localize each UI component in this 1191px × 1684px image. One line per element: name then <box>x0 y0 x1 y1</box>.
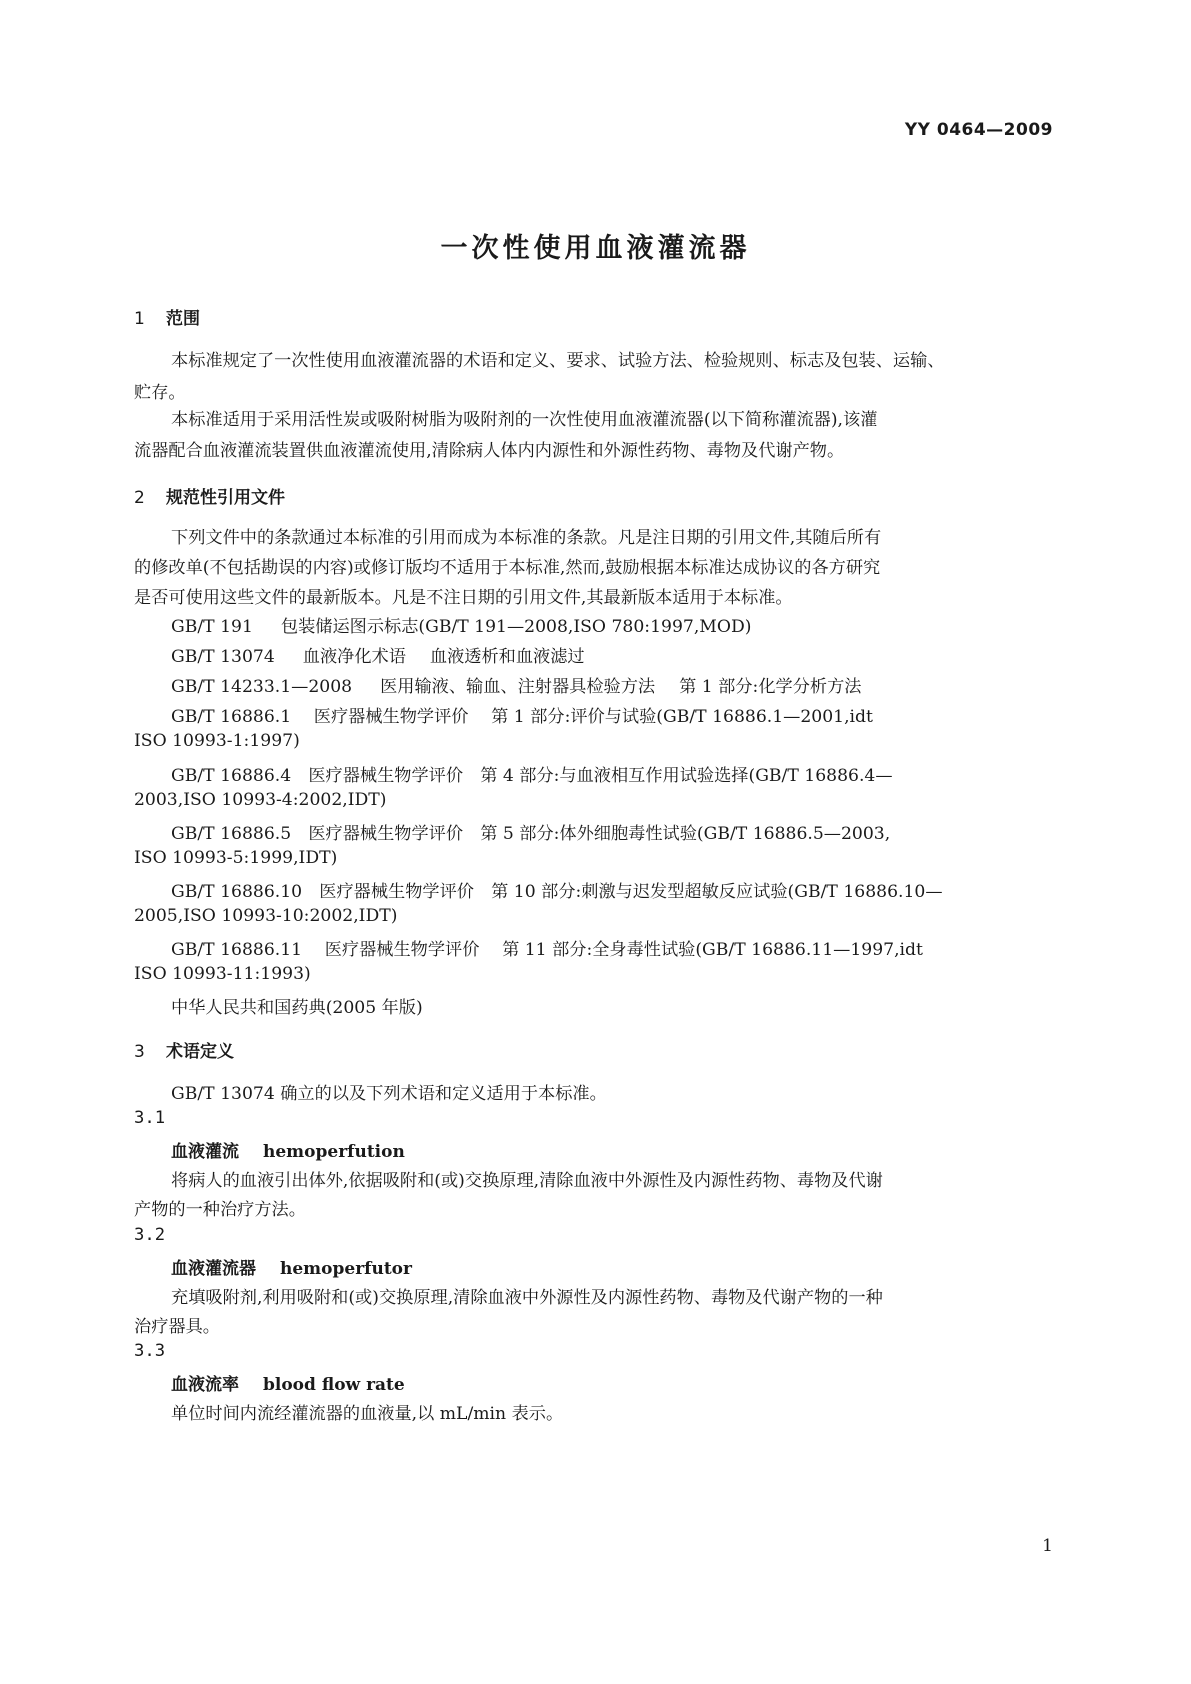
reference-gbt16886-10-line-1: GB/T 16886.10 医疗器械生物学评价 第 10 部分:刺激与迟发型超敏反应试验(GB/T 16886.10— <box>171 882 943 902</box>
term-en: blood flow rate <box>263 1375 405 1395</box>
term-zh: 血液灌流器 <box>171 1259 256 1279</box>
reference-title: 医用输液、输血、注射器具检验方法 <box>380 677 656 697</box>
term-definition-line-2: 产物的一种治疗方法。 <box>134 1200 306 1220</box>
section-number: 3 <box>134 1042 145 1062</box>
term-number: 3.2 <box>134 1225 166 1245</box>
page-number: 1 <box>1042 1536 1053 1556</box>
reference-gbt16886-10-line-2: 2005,ISO 10993-10:2002,IDT) <box>134 906 398 926</box>
term-zh: 血液灌流 <box>171 1142 239 1162</box>
section-title: 术语定义 <box>166 1042 234 1062</box>
reference-subtitle: 血液透析和血液滤过 <box>429 647 585 667</box>
section-number: 2 <box>134 488 145 508</box>
term-number: 3.1 <box>134 1108 166 1128</box>
reference-pharmacopoeia: 中华人民共和国药典(2005 年版) <box>171 998 423 1018</box>
reference-gbt191 <box>171 612 751 637</box>
term-en: hemoperfution <box>263 1142 405 1162</box>
reference-code: GB/T 14233.1—2008 <box>171 677 353 697</box>
reference-gbt16886-4-line-2: 2003,ISO 10993-4:2002,IDT) <box>134 790 387 810</box>
reference-gbt16886-11-line-2: ISO 10993-11:1993) <box>134 964 311 984</box>
scope-paragraph-2-line-1: 本标准适用于采用活性炭或吸附树脂为吸附剂的一次性使用血液灌流器(以下简称灌流器),该灌 <box>171 410 878 430</box>
references-intro-line-3: 是否可使用这些文件的最新版本。凡是不注日期的引用文件,其最新版本适用于本标准。 <box>134 588 793 608</box>
reference-code: GB/T 191 <box>171 617 253 637</box>
term-hemoperfutor <box>171 1254 412 1279</box>
term-en: hemoperfutor <box>280 1259 412 1279</box>
reference-gbt16886-11-line-1: GB/T 16886.11 医疗器械生物学评价 第 11 部分:全身毒性试验(GB/T 16886.11—1997,idt <box>171 940 923 960</box>
reference-code: GB/T 13074 <box>171 647 275 667</box>
term-definition-line-1: 将病人的血液引出体外,依据吸附和(或)交换原理,清除血液中外源性及内源性药物、毒物及代谢 <box>171 1171 883 1191</box>
reference-gbt16886-5-line-2: ISO 10993-5:1999,IDT) <box>134 848 338 868</box>
section-number: 1 <box>134 309 145 329</box>
term-definition-line-2: 治疗器具。 <box>134 1317 220 1337</box>
reference-title: 血液净化术语 <box>302 647 406 667</box>
reference-gbt13074 <box>171 642 585 667</box>
section-title: 范围 <box>166 309 200 329</box>
section-heading-scope <box>134 304 200 329</box>
term-hemoperfusion <box>171 1137 405 1162</box>
scope-paragraph-1-line-2: 贮存。 <box>134 383 186 403</box>
reference-gbt16886-1-line-1: GB/T 16886.1 医疗器械生物学评价 第 1 部分:评价与试验(GB/T 16886.1—2001,idt <box>171 707 873 727</box>
term-definition-line-1: 充填吸附剂,利用吸附和(或)交换原理,清除血液中外源性及内源性药物、毒物及代谢产物的一种 <box>171 1288 883 1308</box>
references-intro-line-1: 下列文件中的条款通过本标准的引用而成为本标准的条款。凡是注日期的引用文件,其随后所有 <box>171 528 882 548</box>
section-title: 规范性引用文件 <box>166 488 285 508</box>
reference-title: 包装储运图示标志(GB/T 191—2008,ISO 780:1997,MOD) <box>280 617 752 637</box>
scope-paragraph-1-line-1: 本标准规定了一次性使用血液灌流器的术语和定义、要求、试验方法、检验规则、标志及包装、运输、 <box>171 351 945 371</box>
section-heading-terms <box>134 1037 234 1062</box>
reference-subtitle: 第 1 部分:化学分析方法 <box>679 677 862 697</box>
references-intro-line-2: 的修改单(不包括勘误的内容)或修订版均不适用于本标准,然而,鼓励根据本标准达成协议的各方研究 <box>134 558 881 578</box>
terms-intro: GB/T 13074 确立的以及下列术语和定义适用于本标准。 <box>171 1084 607 1104</box>
reference-gbt16886-1-line-2: ISO 10993-1:1997) <box>134 731 300 751</box>
section-heading-normative-references <box>134 483 285 508</box>
term-zh: 血液流率 <box>171 1375 239 1395</box>
standard-code: YY 0464—2009 <box>904 120 1053 140</box>
reference-gbt14233 <box>171 672 861 697</box>
reference-gbt16886-4-line-1: GB/T 16886.4 医疗器械生物学评价 第 4 部分:与血液相互作用试验选择(GB/T 16886.4— <box>171 766 893 786</box>
reference-gbt16886-5-line-1: GB/T 16886.5 医疗器械生物学评价 第 5 部分:体外细胞毒性试验(GB/T 16886.5—2003, <box>171 824 891 844</box>
scope-paragraph-2-line-2: 流器配合血液灌流装置供血液灌流使用,清除病人体内内源性和外源性药物、毒物及代谢产物。 <box>134 441 845 461</box>
term-blood-flow-rate <box>171 1370 405 1395</box>
term-definition-line-1: 单位时间内流经灌流器的血液量,以 mL/min 表示。 <box>171 1404 564 1424</box>
term-number: 3.3 <box>134 1341 166 1361</box>
document-title: 一次性使用血液灌流器 <box>440 233 751 264</box>
